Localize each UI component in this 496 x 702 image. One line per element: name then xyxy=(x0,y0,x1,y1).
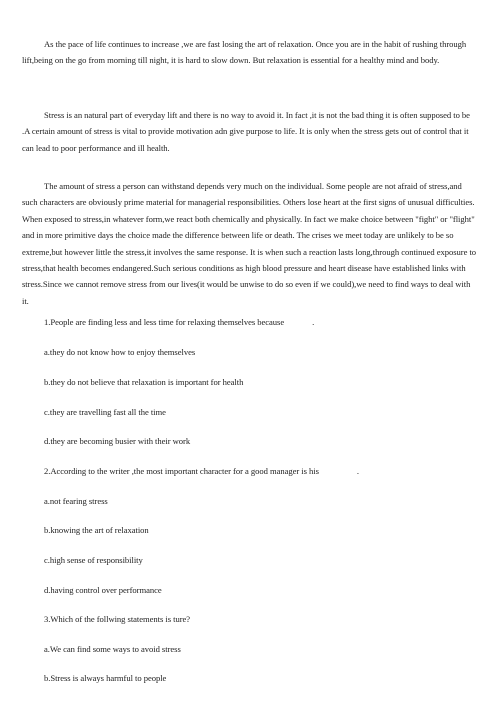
paragraph-1-text: As the pace of life continues to increase ,we are fast losing the art of relaxation. Once you are in the habit of rushing through lift,being on the go from morning till night, it is hard to slow down. But relaxation is essential for a healthy mind and body. xyxy=(22,39,467,66)
question-2-option-c: c.high sense of responsibility xyxy=(44,555,143,565)
question-1-option-a: a.they do not know how to enjoy themselves xyxy=(44,347,196,357)
paragraph-3-text: The amount of stress a person can withstand depends very much on the individual. Some people are not afraid of stress,and such characters are obviously prime material for managerial responsibilities. Others lose heart at the first signs of unusual difficulties. When exposed to stress,in whatever form,we react both chemically and physically. In fact we make choice between "fight" or "flight" and in more primitive days the choice made the difference between life or death. The crises we meet today are unlikely to be so extreme,but however little the stress,it involves the same response. It is when such a reaction lasts long,through continued exposure to stress,that health becomes endangered.Such serious conditions as high blood pressure and heart disease have established links with stress.Since we cannot remove stress from our lives(it would be unwise to do so even if we could),we need to find ways to deal with it. xyxy=(22,181,477,306)
question-3-stem: 3.Which of the follwing statements is ture? xyxy=(44,614,191,624)
question-3-option-b: b.Stress is always harmful to people xyxy=(44,673,167,683)
question-1-option-c: c.they are travelling fast all the time xyxy=(44,407,166,417)
passage-paragraph-3 xyxy=(22,178,477,309)
paragraph-2-text: Stress is an natural part of everyday lift and there is no way to avoid it. In fact ,it is not the bad thing it is often supposed to be .A certain amount of stress is vital to provide motivation adn give purpose to life. It is only when the stress gets out of control that it can lead to poor performance and ill health. xyxy=(22,110,470,153)
question-2-option-a: a.not fearing stress xyxy=(44,496,108,506)
question-3-option-a: a.We can find some ways to avoid stress xyxy=(44,644,181,654)
question-1-stem: 1.People are finding less and less time for relaxing themselves because . xyxy=(44,317,315,327)
passage-paragraph-1 xyxy=(22,36,477,69)
question-2-stem: 2.According to the writer ,the most important character for a good manager is his . xyxy=(44,466,360,476)
question-2-option-d: d.having control over performance xyxy=(44,585,162,595)
question-2-option-b: b.knowing the art of relaxation xyxy=(44,525,149,535)
passage-paragraph-2 xyxy=(22,107,477,156)
question-1-option-b: b.they do not believe that relaxation is important for health xyxy=(44,377,244,387)
question-1-option-d: d.they are becoming busier with their work xyxy=(44,436,191,446)
